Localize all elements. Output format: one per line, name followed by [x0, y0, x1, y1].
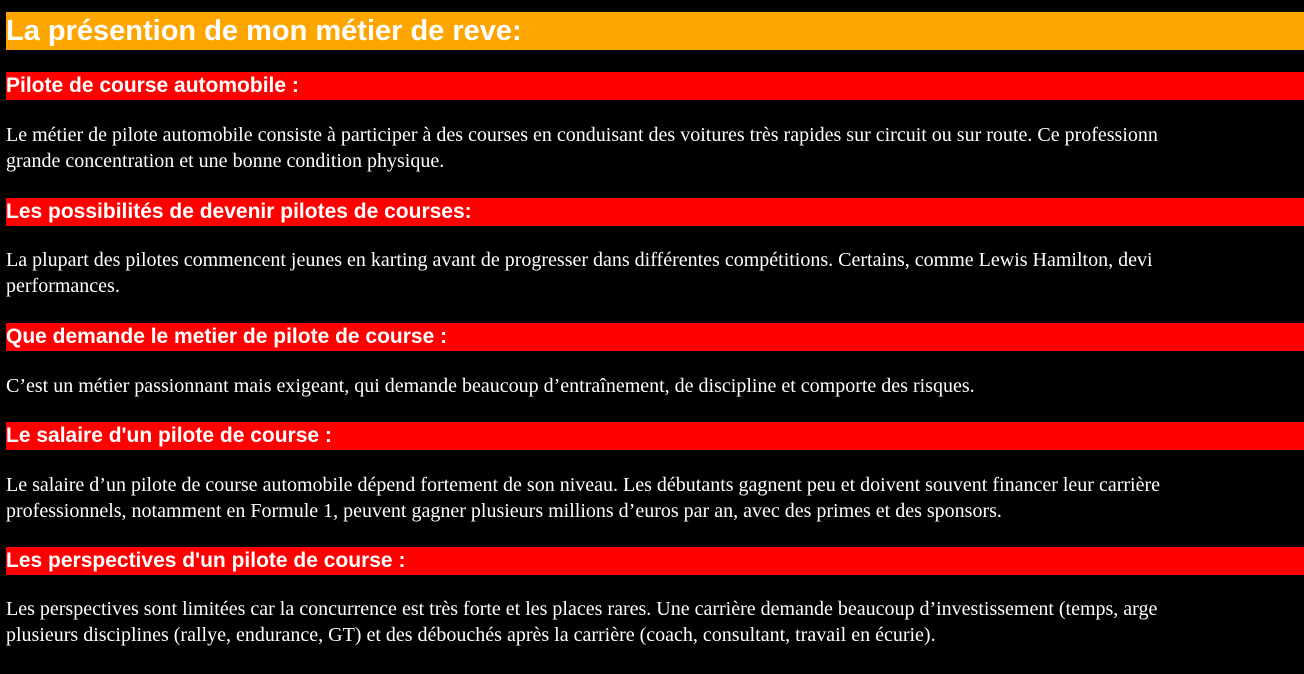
section-text-perspectives-line2: plusieurs disciplines (rallye, endurance, GT) et des débouchés après la carrière (coach, consultant, travail en écurie).: [6, 624, 936, 646]
section-text-perspectives-line1: Les perspectives sont limitées car la concurrence est très forte et les places rares. Une carrière demande beaucoup d’investissement (temps, arge: [6, 598, 1158, 620]
section-text-salaire-line1: Le salaire d’un pilote de course automobile dépend fortement de son niveau. Les débutants gagnent peu et doivent souvent financer leur carrière: [6, 474, 1161, 496]
section-heading-salaire: Le salaire d'un pilote de course :: [6, 422, 1304, 450]
section-text-pilote-line2: grande concentration et une bonne condition physique.: [6, 150, 445, 172]
section-heading-possibilites: Les possibilités de devenir pilotes de courses:: [6, 198, 1304, 226]
page-title: La présention de mon métier de reve:: [6, 12, 1304, 50]
section-text-demande-line1: C’est un métier passionnant mais exigeant, qui demande beaucoup d’entraînement, de discipline et comporte des risques.: [6, 375, 975, 397]
section-heading-perspectives: Les perspectives d'un pilote de course :: [6, 547, 1304, 575]
section-text-possibilites-line1: La plupart des pilotes commencent jeunes en karting avant de progresser dans différentes compétitions. Certains, comme Lewis Hamilton, devi: [6, 249, 1153, 271]
section-text-possibilites-line2: performances.: [6, 275, 120, 297]
section-text-salaire-line2: professionnels, notamment en Formule 1, peuvent gagner plusieurs millions d’euros par an, avec des primes et des sponsors.: [6, 500, 1002, 522]
section-heading-demande: Que demande le metier de pilote de course :: [6, 323, 1304, 351]
section-heading-pilote: Pilote de course automobile :: [6, 72, 1304, 100]
section-text-pilote-line1: Le métier de pilote automobile consiste à participer à des courses en conduisant des voitures très rapides sur circuit ou sur route. Ce professionn: [6, 124, 1158, 146]
